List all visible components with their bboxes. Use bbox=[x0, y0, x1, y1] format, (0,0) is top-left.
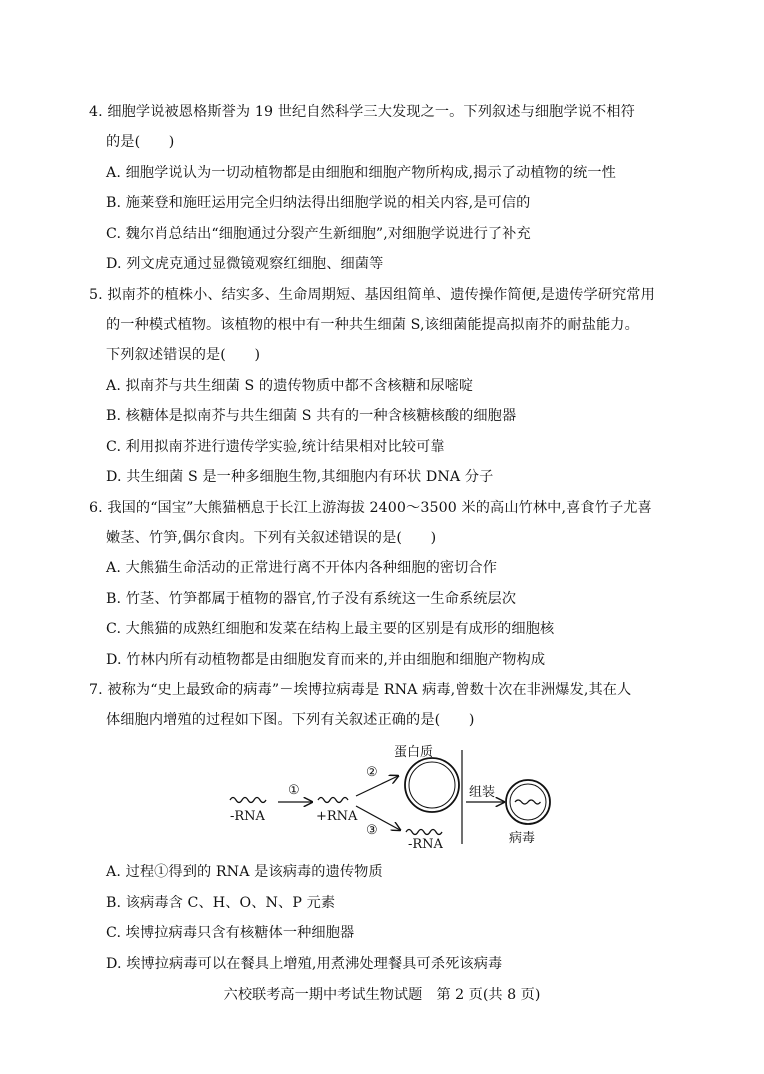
q7-stem-line-2: 体细胞内增殖的过程如下图。下列有关叙述正确的是( ) bbox=[106, 712, 475, 728]
arrow-step3 bbox=[356, 806, 400, 830]
q6-option-c: C. 大熊猫的成熟红细胞和发菜在结构上最主要的区别是有成形的细胞核 bbox=[106, 621, 555, 637]
q5-option-d: D. 共生细菌 S 是一种多细胞生物,其细胞内有环状 DNA 分子 bbox=[106, 469, 494, 485]
pos-rna-strand bbox=[318, 798, 348, 803]
q7-option-c: C. 埃博拉病毒只含有核糖体一种细胞器 bbox=[106, 925, 355, 941]
q7-option-a: A. 过程①得到的 RNA 是该病毒的遗传物质 bbox=[106, 864, 383, 880]
protein-capsid-inner bbox=[409, 762, 455, 808]
page-footer: 六校联考高一期中考试生物试题 第 2 页(共 8 页) bbox=[223, 987, 541, 1003]
q6-stem-line-1: 6. 我国的“国宝”大熊猫栖息于长江上游海拔 2400～3500 米的高山竹林中,喜食竹子尤喜 bbox=[89, 500, 652, 516]
step1-label: ① bbox=[288, 783, 300, 798]
q7-stem-line-1: 7. 被称为“史上最致命的病毒”－埃博拉病毒是 RNA 病毒,曾数十次在非洲爆发,其在人 bbox=[89, 682, 632, 698]
assemble-label: 组装 bbox=[469, 785, 496, 800]
q4-option-a: A. 细胞学说认为一切动植物都是由细胞和细胞产物所构成,揭示了动植物的统一性 bbox=[106, 165, 616, 181]
q5-option-a: A. 拟南芥与共生细菌 S 的遗传物质中都不含核糖和尿嘧啶 bbox=[106, 378, 474, 394]
q5-stem-line-2: 的一种模式植物。该植物的根中有一种共生细菌 S,该细菌能提高拟南芥的耐盐能力。 bbox=[106, 317, 639, 333]
q4-option-d: D. 列文虎克通过显微镜观察红细胞、细菌等 bbox=[106, 256, 384, 272]
q6-option-d: D. 竹林内所有动植物都是由细胞发育而来的,并由细胞和细胞产物构成 bbox=[106, 652, 546, 668]
pos-rna-label: +RNA bbox=[316, 809, 358, 824]
q7-option-d: D. 埃博拉病毒可以在餐具上增殖,用煮沸处理餐具可杀死该病毒 bbox=[106, 956, 503, 972]
q6-option-a: A. 大熊猫生命活动的正常进行离不开体内各种细胞的密切合作 bbox=[106, 560, 498, 576]
q6-option-b: B. 竹茎、竹笋都属于植物的器官,竹子没有系统这一生命系统层次 bbox=[106, 591, 517, 607]
protein-capsid-outer bbox=[405, 758, 459, 812]
neg-rna-strand bbox=[230, 798, 266, 803]
q5-stem-line-1: 5. 拟南芥的植株小、结实多、生命周期短、基因组简单、遗传操作简便,是遗传学研究常用 bbox=[89, 287, 655, 303]
step3-label: ③ bbox=[366, 823, 378, 838]
virus-rna bbox=[515, 800, 541, 804]
q5-stem-line-3: 下列叙述错误的是( ) bbox=[106, 347, 261, 363]
q5-option-c: C. 利用拟南芥进行遗传学实验,统计结果相对比较可靠 bbox=[106, 439, 445, 455]
q7-option-b: B. 该病毒含 C、H、O、N、P 元素 bbox=[106, 895, 336, 911]
protein-label: 蛋白质 bbox=[394, 745, 434, 760]
neg-rna-product-strand bbox=[406, 830, 442, 835]
q5-option-b: B. 核糖体是拟南芥与共生细菌 S 共有的一种含核糖核酸的细胞器 bbox=[106, 408, 517, 424]
step2-label: ② bbox=[366, 765, 378, 780]
q4-option-b: B. 施莱登和施旺运用完全归纳法得出细胞学说的相关内容,是可信的 bbox=[106, 195, 531, 211]
q4-stem-line-1: 4. 细胞学说被恩格斯誉为 19 世纪自然科学三大发现之一。下列叙述与细胞学说不相符 bbox=[89, 104, 635, 120]
q6-stem-line-2: 嫩茎、竹笋,偶尔食肉。下列有关叙述错误的是( ) bbox=[106, 530, 437, 546]
ebola-replication-diagram bbox=[222, 740, 552, 852]
neg-rna-product-label: -RNA bbox=[408, 837, 443, 852]
q4-option-c: C. 魏尔肖总结出“细胞通过分裂产生新细胞”,对细胞学说进行了补充 bbox=[106, 226, 531, 242]
virus-label: 病毒 bbox=[509, 831, 536, 846]
q4-stem-line-2: 的是( ) bbox=[106, 134, 175, 150]
neg-rna-label: -RNA bbox=[230, 809, 265, 824]
